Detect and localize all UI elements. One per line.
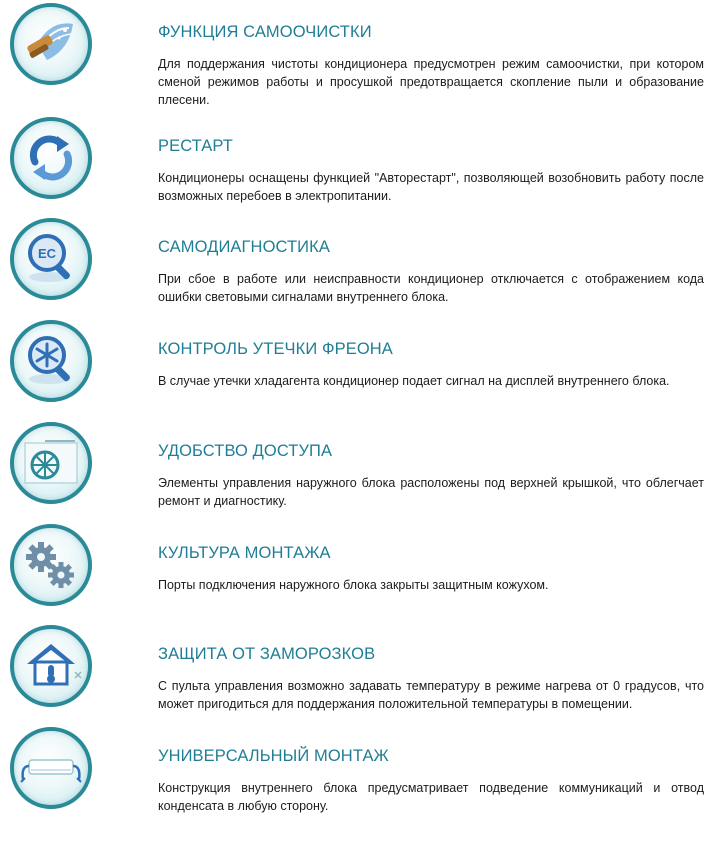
feature-description: Элементы управления наружного блока расположены под верхней крышкой, что облегчает ремонт и диагностику. [158,476,704,508]
feature-self-diagnostics [0,218,724,318]
feature-description: Кондиционеры оснащены функцией "Авторестарт", позволяющей возобновить работу после возможных перебоев в электропитании. [158,171,704,203]
feature-frost-protection [0,625,724,725]
feature-description: С пульта управления возможно задавать температуру в режиме нагрева от 0 градусов, что может пригодиться для поддержания положительной температуры в помещении. [158,679,704,711]
house-thermometer-icon [10,625,92,707]
feature-description: Конструкция внутреннего блока предусматривает подведение коммуникаций и отвод конденсата в любую сторону. [158,781,704,813]
feature-universal-installation [0,727,724,827]
magnifier-error-code-icon [10,218,92,300]
magnifier-snowflake-icon [10,320,92,402]
brush-cleaning-icon [10,3,92,85]
gears-icon [10,524,92,606]
outdoor-unit-fan-icon [10,422,92,504]
feature-access-convenience [0,422,724,522]
error-code-text: EC [37,246,57,261]
feature-freon-leak-control [0,320,724,420]
feature-title: ФУНКЦИЯ САМООЧИСТКИ [158,23,372,41]
feature-title: КУЛЬТУРА МОНТАЖА [158,544,331,562]
feature-title: УДОБСТВО ДОСТУПА [158,442,333,460]
feature-title: РЕСТАРТ [158,137,233,155]
feature-self-cleaning [0,3,724,107]
feature-restart [0,117,724,217]
feature-description: В случае утечки хладагента кондиционер подает сигнал на дисплей внутреннего блока. [158,374,670,388]
feature-description: Порты подключения наружного блока закрыты защитным кожухом. [158,578,549,592]
indoor-unit-pipes-icon [10,727,92,809]
feature-description: При сбое в работе или неисправности кондиционер отключается с отображением кода ошибки световыми сигналами внутреннего блока. [158,272,704,304]
feature-installation-culture [0,524,724,624]
feature-title: УНИВЕРСАЛЬНЫЙ МОНТАЖ [158,747,389,765]
feature-title: ЗАЩИТА ОТ ЗАМОРОЗКОВ [158,645,376,663]
feature-title: КОНТРОЛЬ УТЕЧКИ ФРЕОНА [158,340,393,358]
feature-description: Для поддержания чистоты кондиционера предусмотрен режим самоочистки, при котором сменой режимов работы и просушкой предотвращается скопление пыли и образование плесени. [158,57,704,107]
restart-arrows-icon [10,117,92,199]
feature-title: САМОДИАГНОСТИКА [158,238,330,256]
